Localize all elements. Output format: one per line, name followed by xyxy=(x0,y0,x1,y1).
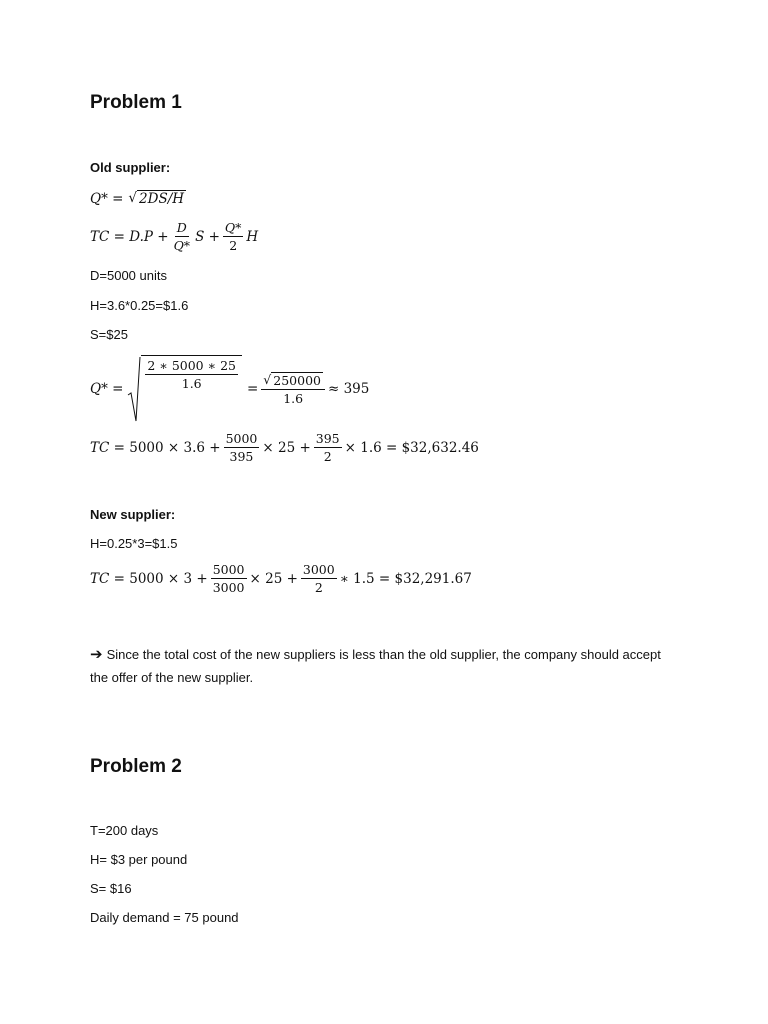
tc-new-fraction-1-den: 3000 xyxy=(212,580,245,595)
eoq-calc-result: ≈ 395 xyxy=(327,381,370,397)
old-supplier-heading: Old supplier: xyxy=(90,160,171,175)
setup-cost-line: S=$25 xyxy=(90,327,128,342)
tc-new-fraction-2-num: 3000 xyxy=(302,562,335,577)
eoq-calc-equals: = xyxy=(246,381,259,397)
tc-formula-fraction-1-num: D xyxy=(176,220,187,235)
holding-cost-line: H=3.6*0.25=$1.6 xyxy=(90,298,189,313)
tc-old-fraction-1-num: 5000 xyxy=(225,431,258,446)
tc-new-mid: × 25 + xyxy=(249,570,298,587)
eoq-formula-radicand: 2DS/H xyxy=(139,191,185,207)
tc-new-fraction-1 xyxy=(211,562,247,595)
demand-line: D=5000 units xyxy=(90,268,167,283)
tc-formula-s: S + xyxy=(195,228,220,245)
eoq-calc-lhs: Q* = xyxy=(90,381,124,397)
conclusion-text: Since the total cost of the new suppliers is less than the old supplier, the company should accept the offer of the new supplier. xyxy=(90,647,661,685)
tc-new-fraction-2 xyxy=(301,562,337,595)
period-line: T=200 days xyxy=(90,823,159,838)
p2-setup-cost-line: S= $16 xyxy=(90,881,132,896)
eoq-calc-fraction xyxy=(145,358,238,391)
eoq-calculation xyxy=(90,355,369,423)
tc-formula-fraction-2 xyxy=(223,220,244,253)
problem-1-title: Problem 1 xyxy=(90,92,182,113)
tc-old-mid: × 25 + xyxy=(262,439,311,456)
tc-formula-h: H xyxy=(246,228,259,245)
new-holding-cost-line: H=0.25*3=$1.5 xyxy=(90,536,178,551)
tc-formula xyxy=(90,220,258,253)
tc-new-fraction-2-den: 2 xyxy=(314,580,323,595)
tc-old-fraction-1 xyxy=(224,431,260,464)
new-supplier-heading: New supplier: xyxy=(90,507,176,522)
eoq-calc-fraction-2-den: 1.6 xyxy=(283,391,304,406)
conclusion-paragraph xyxy=(90,643,670,689)
eoq-formula xyxy=(90,190,186,207)
tc-formula-prefix: TC = D.P + xyxy=(90,228,169,245)
eoq-formula-lhs: Q* = xyxy=(90,190,124,207)
tc-old-result: × 1.6 = $32,632.46 xyxy=(344,439,479,456)
eoq-calc-fraction-2 xyxy=(261,372,325,406)
tc-old-fraction-1-den: 395 xyxy=(229,449,254,464)
tc-old-calculation xyxy=(90,431,479,464)
tc-formula-fraction-2-den: 2 xyxy=(229,238,238,253)
tc-old-fraction-2 xyxy=(314,431,342,464)
tc-new-calculation xyxy=(90,562,472,595)
daily-demand-line: Daily demand = 75 pound xyxy=(90,910,239,925)
problem-2-title: Problem 2 xyxy=(90,756,182,777)
tc-old-prefix: TC = 5000 × 3.6 + xyxy=(90,439,221,456)
tc-old-fraction-2-num: 395 xyxy=(315,431,340,446)
arrow-right-icon: ➔ xyxy=(90,646,103,663)
tc-new-fraction-1-num: 5000 xyxy=(212,562,245,577)
tc-old-fraction-2-den: 2 xyxy=(323,449,332,464)
tc-formula-fraction-1 xyxy=(172,220,193,253)
eoq-calc-fraction-2-num: √ 250000 xyxy=(261,372,325,390)
tc-formula-fraction-2-num: Q* xyxy=(224,220,242,235)
eoq-calc-fraction-den: 1.6 xyxy=(181,376,202,391)
eoq-formula-sqrt: √ 2DS/H xyxy=(128,190,185,207)
tc-new-result: ∗ 1.5 = $32,291.67 xyxy=(339,570,472,587)
tc-formula-fraction-1-den: Q* xyxy=(173,238,191,253)
eoq-calc-sqrt-value: 250000 xyxy=(273,373,321,388)
tc-new-prefix: TC = 5000 × 3 + xyxy=(90,570,208,587)
eoq-calc-fraction-num: 2 ∗ 5000 ∗ 25 xyxy=(147,358,236,373)
radical-sign-icon xyxy=(127,355,141,423)
eoq-calc-radicand xyxy=(141,355,242,391)
p2-holding-cost-line: H= $3 per pound xyxy=(90,852,188,867)
